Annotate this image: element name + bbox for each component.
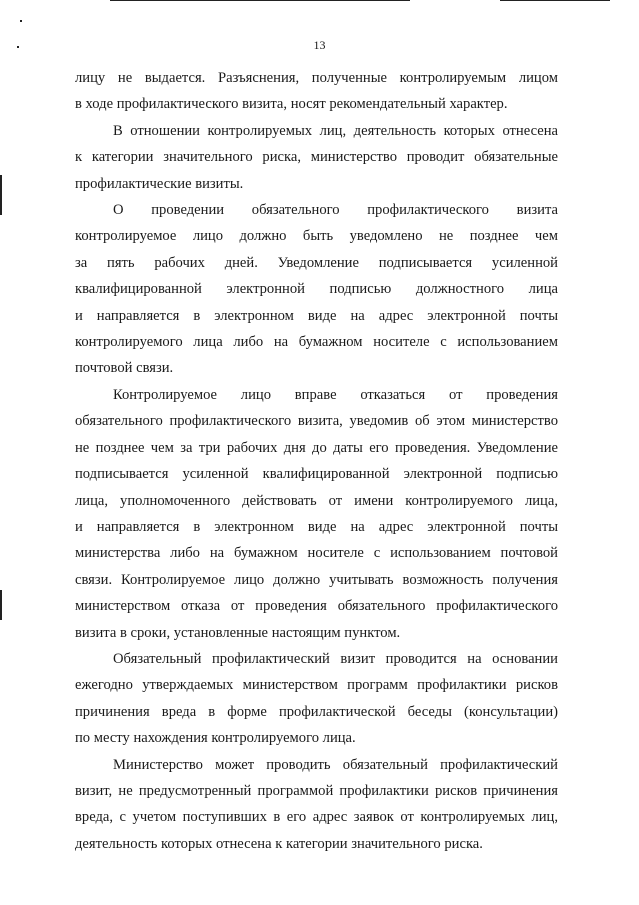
text-line: министерства либо на бумажном носителе с использованием почтовой: [75, 545, 558, 562]
paragraph-4: [75, 382, 558, 646]
text-line: в ходе профилактического визита, носят рекомендательный характер.: [75, 96, 508, 113]
scan-artifact-top-rule: [110, 0, 410, 1]
text-line: деятельность которых отнесена к категории значительного риска.: [75, 835, 483, 852]
text-line: Министерство может проводить обязательный профилактический: [113, 756, 558, 773]
text-line: связи. Контролируемое лицо должно учитывать возможность получения: [75, 571, 558, 588]
text-line: обязательного профилактического визита, уведомив об этом министерство: [75, 413, 558, 430]
text-line: О проведении обязательного профилактического визита: [113, 202, 558, 219]
text-line: вреда, с учетом поступивших в его адрес заявок от контролируемых лиц,: [75, 809, 558, 826]
paragraph-1: [75, 65, 558, 118]
text-line: лицу не выдается. Разъяснения, полученные контролируемым лицом: [75, 70, 558, 86]
text-line: лица, уполномоченного действовать от имени контролируемого лица,: [75, 492, 558, 509]
text-line: квалифицированной электронной подписью должностного лица: [75, 281, 558, 298]
scan-artifact-dot: [20, 20, 22, 22]
text-line: Контролируемое лицо вправе отказаться от проведения: [113, 386, 558, 403]
text-line: ежегодно утверждаемых министерством программ профилактики рисков: [75, 677, 558, 694]
text-line: подписывается усиленной квалифицированной электронной подписью: [75, 466, 558, 483]
text-line: министерством отказа от проведения обязательного профилактического: [75, 598, 558, 615]
text-line: контролируемого лица либо на бумажном носителе с использованием: [75, 334, 558, 351]
text-line: визита в сроки, установленные настоящим пунктом.: [75, 624, 401, 641]
text-line: и направляется в электронном виде на адрес электронной почты: [75, 518, 558, 535]
scan-artifact-left-edge: [0, 175, 2, 215]
text-line: Обязательный профилактический визит проводится на основании: [113, 650, 558, 667]
text-line: причинения вреда в форме профилактической беседы (консультации): [75, 703, 558, 720]
scan-artifact-left-edge-2: [0, 590, 2, 620]
paragraph-2: [75, 118, 558, 197]
text-line: контролируемое лицо должно быть уведомлено не позднее чем: [75, 228, 558, 245]
text-line: профилактические визиты.: [75, 175, 244, 192]
text-line: визит, не предусмотренный программой профилактики рисков причинения: [75, 782, 558, 799]
paragraph-6: [75, 752, 558, 858]
text-line: за пять рабочих дней. Уведомление подписывается усиленной: [75, 254, 558, 271]
text-line: не позднее чем за три рабочих дня до даты его проведения. Уведомление: [75, 439, 558, 456]
text-line: В отношении контролируемых лиц, деятельность которых отнесена: [113, 122, 558, 139]
paragraph-3: [75, 197, 558, 382]
text-line: по месту нахождения контролируемого лица.: [75, 730, 356, 747]
text-line: к категории значительного риска, министерство проводит обязательные: [75, 149, 558, 166]
scan-artifact-top-rule-right: [500, 0, 610, 1]
page-number: 13: [313, 38, 326, 52]
text-line: почтовой связи.: [75, 360, 174, 377]
paragraph-5: [75, 646, 558, 752]
document-body: [75, 65, 558, 857]
text-line: и направляется в электронном виде на адрес электронной почты: [75, 307, 558, 324]
